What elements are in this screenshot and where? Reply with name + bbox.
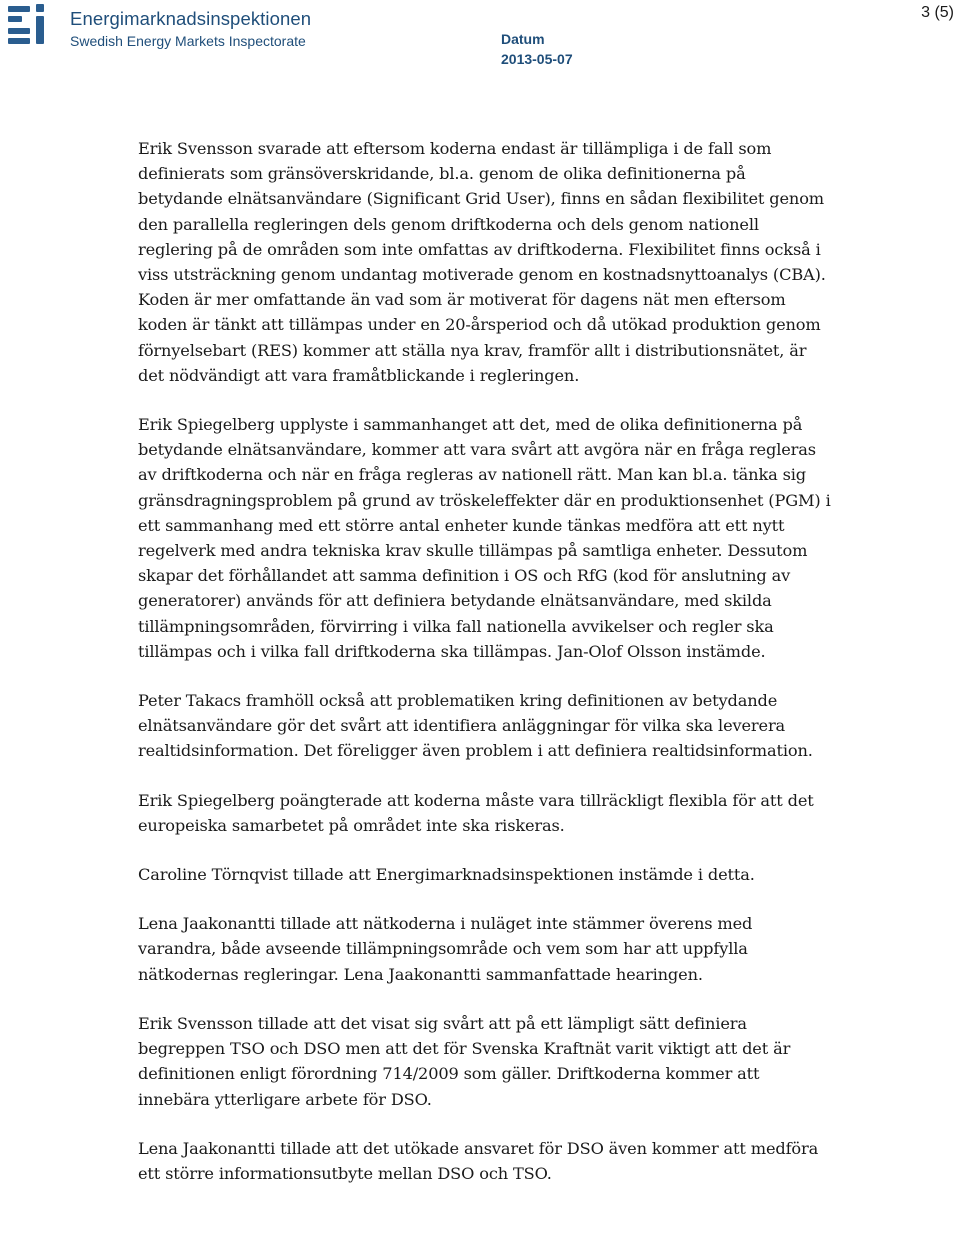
page-header bbox=[0, 0, 960, 70]
organization-name: Energimarknadsinspektionen bbox=[70, 8, 312, 29]
ei-logo-icon bbox=[6, 2, 62, 48]
document-body bbox=[138, 136, 834, 1186]
paragraph: Lena Jaakonantti tillade att nätkoderna i nuläget inte stämmer överens med varandra, både avseende tillämpningsområde och vem som har att uppfylla nätkodernas regleringar. Lena Jaakonantti sammanfattade hearingen. bbox=[138, 914, 753, 984]
paragraph: Erik Svensson tillade att det visat sig svårt att på ett lämpligt sätt definiera begreppen TSO och DSO men att det för Svenska Kraftnät varit viktigt att det är definitionen enligt förordning 714/2009 som gäller. Driftkoderna kommer att innebära ytterligare arbete för DSO. bbox=[138, 1013, 791, 1109]
paragraph: Erik Spiegelberg upplyste i sammanhanget att det, med de olika definitionerna på betydande elnätsanvändare, kommer att vara svårt att avgöra när en fråga regleras av driftkoderna och när en fråga regleras av nationell rätt. Man kan bl.a. tänka sig gränsdragningsproblem på grund av tröskeleffekter där en produktionsenhet (PGM) i ett sammanhang med ett större antal enheter kunde tänkas medföra att ett nytt regelverk med andra tekniska krav skulle tillämpas på samtliga enheter. Dessutom skapar det förhållandet att samma definition i OS och RfG (kod för anslutning av generatorer) används för att definiera betydande elnätsanvändare, med skilda tillämpningsområden, förvirring i vilka fall nationella avvikelser och regler ska tillämpas och i vilka fall driftkoderna ska tillämpas. Jan-Olof Olsson instämde. bbox=[138, 415, 831, 661]
paragraph: Erik Spiegelberg poängterade att koderna måste vara tillräckligt flexibla för att det europeiska samarbetet på området inte ska riskeras. bbox=[138, 790, 814, 835]
page-number: 3 (5) bbox=[921, 4, 954, 21]
date-value: 2013-05-07 bbox=[501, 51, 573, 67]
paragraph: Peter Takacs framhöll också att problematiken kring definitionen av betydande elnätsanvändare gör det svårt att identifiera anläggningar för vilka ska leverera realtidsinformation. Det föreligger även problem i att definiera realtidsinformation. bbox=[138, 691, 813, 761]
paragraph: Erik Svensson svarade att eftersom koderna endast är tillämpliga i de fall som definierats som gränsöverskridande, bl.a. genom de olika definitionerna på betydande elnätsanvändare (Significant Grid User), finns en sådan flexibilitet genom den parallella regleringen dels genom driftkoderna och dels genom nationell reglering på de områden som inte omfattas av driftkoderna. Flexibilitet finns också i viss utsträckning genom undantag motiverade genom en kostnadsnyttoanalys (CBA). Koden är mer omfattande än vad som är motiverat för dagens nät men eftersom koden är tänkt att tillämpas under en 20-årsperiod och då utökad produktion genom förnyelsebart (RES) kommer att ställa nya krav, framför allt i distributionsnätet, är det nödvändigt att vara framåtblickande i regleringen. bbox=[138, 139, 826, 385]
organization-subtitle: Swedish Energy Markets Inspectorate bbox=[70, 33, 306, 49]
paragraph: Lena Jaakonantti tillade att det utökade ansvaret för DSO även kommer att medföra ett större informationsutbyte mellan DSO och TSO. bbox=[138, 1138, 819, 1183]
paragraph: Caroline Törnqvist tillade att Energimarknadsinspektionen instämde i detta. bbox=[138, 865, 755, 885]
date-label: Datum bbox=[501, 31, 545, 47]
